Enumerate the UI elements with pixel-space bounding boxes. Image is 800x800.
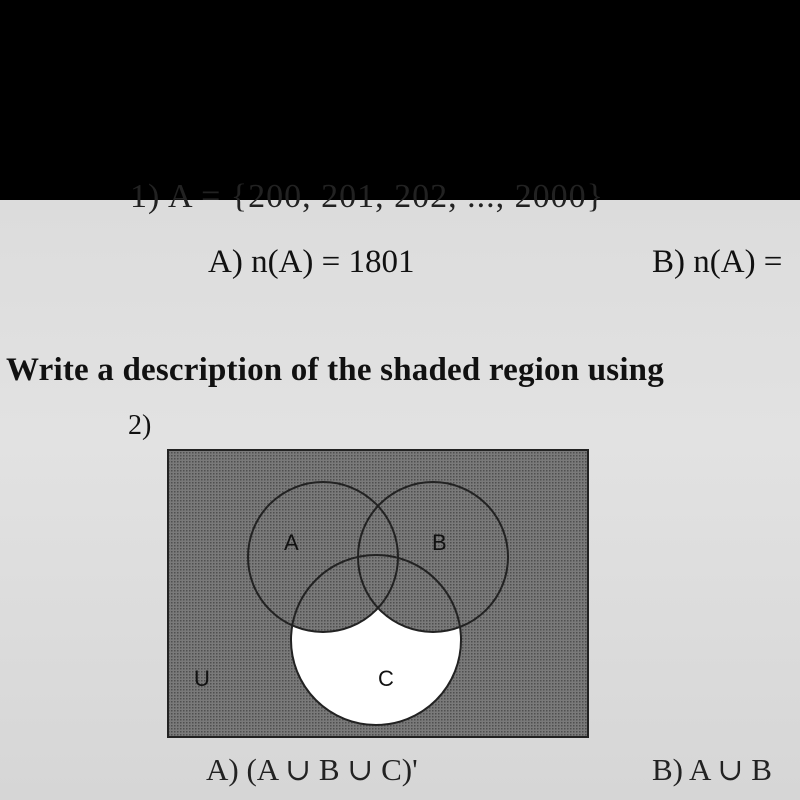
label-a: A — [284, 530, 299, 555]
label-universe: U — [194, 666, 210, 691]
venn-diagram — [0, 200, 800, 800]
problem2-number: 2) — [128, 410, 152, 441]
problem1-choice-a: A) n(A) = 1801 — [208, 244, 415, 280]
problem2-choice-a: A) (A ∪ B ∪ C)' — [206, 752, 418, 787]
worksheet-page — [0, 178, 800, 800]
problem1-cutoff-text: 1) A = {200, 201, 202, ..., 2000} — [130, 178, 604, 215]
instruction-heading: Write a description of the shaded region using — [6, 352, 664, 388]
label-c: C — [378, 666, 394, 691]
label-b: B — [432, 530, 447, 555]
problem1-choice-b: B) n(A) = — [652, 244, 783, 280]
problem2-choice-b: B) A ∪ B — [652, 752, 772, 787]
